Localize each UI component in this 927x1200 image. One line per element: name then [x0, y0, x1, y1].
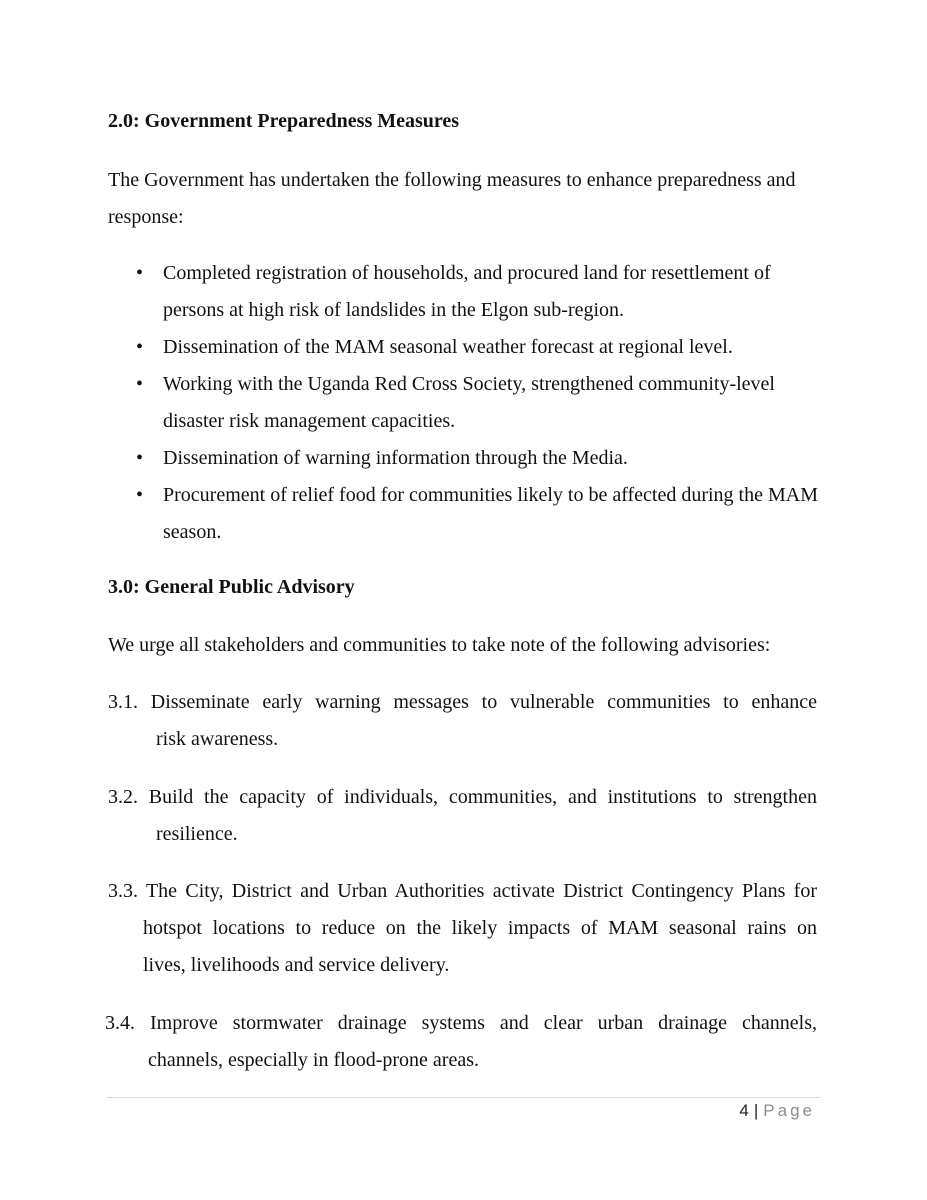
advisory-number: 3.1. — [108, 691, 138, 713]
bullet-icon: • — [136, 447, 144, 469]
advisory-text: Build the capacity of individuals, communities, and institutions to strengthen — [148, 786, 817, 808]
advisory-text-continued: resilience. — [156, 823, 238, 845]
list-item-text: Completed registration of households, and procured land for resettlement of persons at high risk of landslides in the Elgon sub-region. — [163, 262, 771, 321]
list-item-text: Working with the Uganda Red Cross Society, strengthened community-level disaster risk management capacities. — [163, 373, 775, 432]
list-item — [108, 329, 828, 366]
advisory-text: Disseminate early warning messages to vulnerable communities to enhance — [150, 691, 817, 713]
page-number: 4 — [739, 1101, 750, 1120]
advisory-text: The City, District and Urban Authorities activate District Contingency Plans for — [145, 880, 817, 902]
page-footer — [739, 1101, 815, 1121]
section-intro-advisory: We urge all stakeholders and communities to take note of the following advisories: — [108, 634, 771, 656]
advisory-text-continued: risk awareness. — [156, 728, 279, 750]
list-item — [108, 440, 828, 477]
advisory-text-continued: lives, livelihoods and service delivery. — [143, 954, 450, 976]
advisory-text-continued: channels, especially in flood-prone areas. — [148, 1049, 479, 1071]
section-intro-preparedness: The Government has undertaken the following measures to enhance preparedness and response: — [108, 169, 796, 228]
footer-separator: | — [753, 1101, 760, 1120]
page-label: Page — [763, 1101, 815, 1120]
section-heading-preparedness: 2.0: Government Preparedness Measures — [108, 110, 460, 132]
advisory-number: 3.2. — [108, 786, 138, 808]
list-item-text: Procurement of relief food for communities likely to be affected during the MAM season. — [163, 484, 818, 543]
advisory-number: 3.3. — [108, 880, 138, 902]
list-item — [108, 255, 828, 329]
advisory-item — [105, 1005, 817, 1079]
list-item-text: Dissemination of the MAM seasonal weather forecast at regional level. — [163, 336, 733, 358]
list-item-text: Dissemination of warning information through the Media. — [163, 447, 628, 469]
bullet-icon: • — [136, 262, 144, 284]
section-heading-advisory: 3.0: General Public Advisory — [108, 576, 355, 598]
bullet-icon: • — [136, 373, 144, 395]
list-item — [108, 366, 828, 440]
bullet-icon: • — [136, 484, 144, 506]
advisory-text-continued: hotspot locations to reduce on the likely impacts of MAM seasonal rains on — [143, 917, 817, 939]
bullet-icon: • — [136, 336, 144, 358]
advisory-item — [108, 684, 817, 758]
preparedness-measures-list — [108, 255, 828, 551]
footer-divider — [107, 1097, 820, 1098]
list-item — [108, 477, 828, 551]
advisory-number: 3.4. — [105, 1012, 135, 1034]
advisory-item — [108, 873, 817, 984]
advisory-item — [108, 779, 817, 853]
advisory-text: Improve stormwater drainage systems and clear urban drainage channels, — [150, 1012, 817, 1034]
